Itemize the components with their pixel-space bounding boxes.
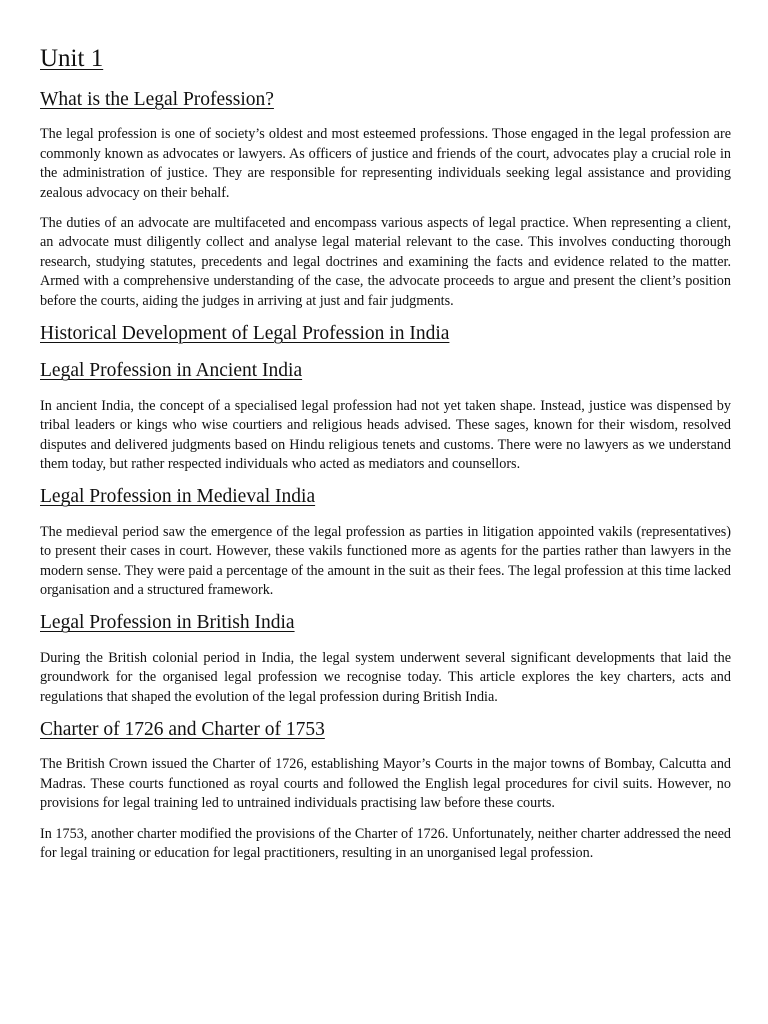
- unit-title: Unit 1: [40, 45, 104, 72]
- heading-what-is-legal-profession: What is the Legal Profession?: [40, 89, 274, 110]
- paragraph-intro-2: The duties of an advocate are multifaceted and encompass various aspects of legal practice. When representing a client, an advocate must diligently collect and analyse legal material relevant to the case. This involves conducting thorough research, studying statutes, precedents and legal doctrines and examining the facts and evidence related to the matter. Armed with a comprehensive understanding of the case, the advocate proceeds to argue and present the client’s position before the courts, aiding the judges in arriving at just and fair judgments.: [40, 215, 731, 309]
- paragraph-ancient-india: In ancient India, the concept of a specialised legal profession had not yet taken shape. Instead, justice was dispensed by tribal leaders or kings who wise courtiers and religious heads advised. These sages, known for their wisdom, resolved disputes and delivered judgments based on Hindu religious tenets and customs. There were no lawyers as we understand them today, but rather respected individuals who acted as mediators and counsellors.: [40, 397, 731, 473]
- paragraph-medieval-india: The medieval period saw the emergence of the legal profession as parties in litigation appointed vakils (representatives) to present their cases in court. However, these vakils functioned more as agents for the parties rather than lawyers in the modern sense. They were paid a percentage of the amount in the suit as their fees. The legal profession at this time lacked organisation and a structured framework.: [40, 523, 731, 599]
- heading-british-india: Legal Profession in British India: [40, 612, 295, 634]
- paragraph-intro-1: The legal profession is one of society’s oldest and most esteemed professions. Those engaged in the legal profession are commonly known as advocates or lawyers. As officers of justice and friends of the court, advocates play a crucial role in the administration of justice. They are responsible for representing individuals seeking legal assistance and providing zealous advocacy on their behalf.: [40, 126, 731, 201]
- heading-charters: Charter of 1726 and Charter of 1753: [40, 719, 325, 741]
- heading-historical-development: Historical Development of Legal Profession in India: [40, 323, 450, 345]
- heading-ancient-india: Legal Profession in Ancient India: [40, 360, 303, 382]
- paragraph-charter-1753: In 1753, another charter modified the provisions of the Charter of 1726. Unfortunately, neither charter addressed the need for legal training or education for legal practitioners, resulting in an unorganised legal profession.: [40, 825, 731, 862]
- paragraph-charter-1726: The British Crown issued the Charter of 1726, establishing Mayor’s Courts in the major towns of Bombay, Calcutta and Madras. These courts functioned as royal courts and followed the English legal procedures for civil suits. However, no provisions for legal training led to untrained individuals practising law before these courts.: [40, 756, 731, 812]
- paragraph-british-india: During the British colonial period in India, the legal system underwent several significant developments that laid the groundwork for the organised legal profession we recognise today. This article explores the key charters, acts and regulations that shaped the evolution of the legal profession during British India.: [40, 649, 731, 705]
- heading-medieval-india: Legal Profession in Medieval India: [40, 486, 316, 508]
